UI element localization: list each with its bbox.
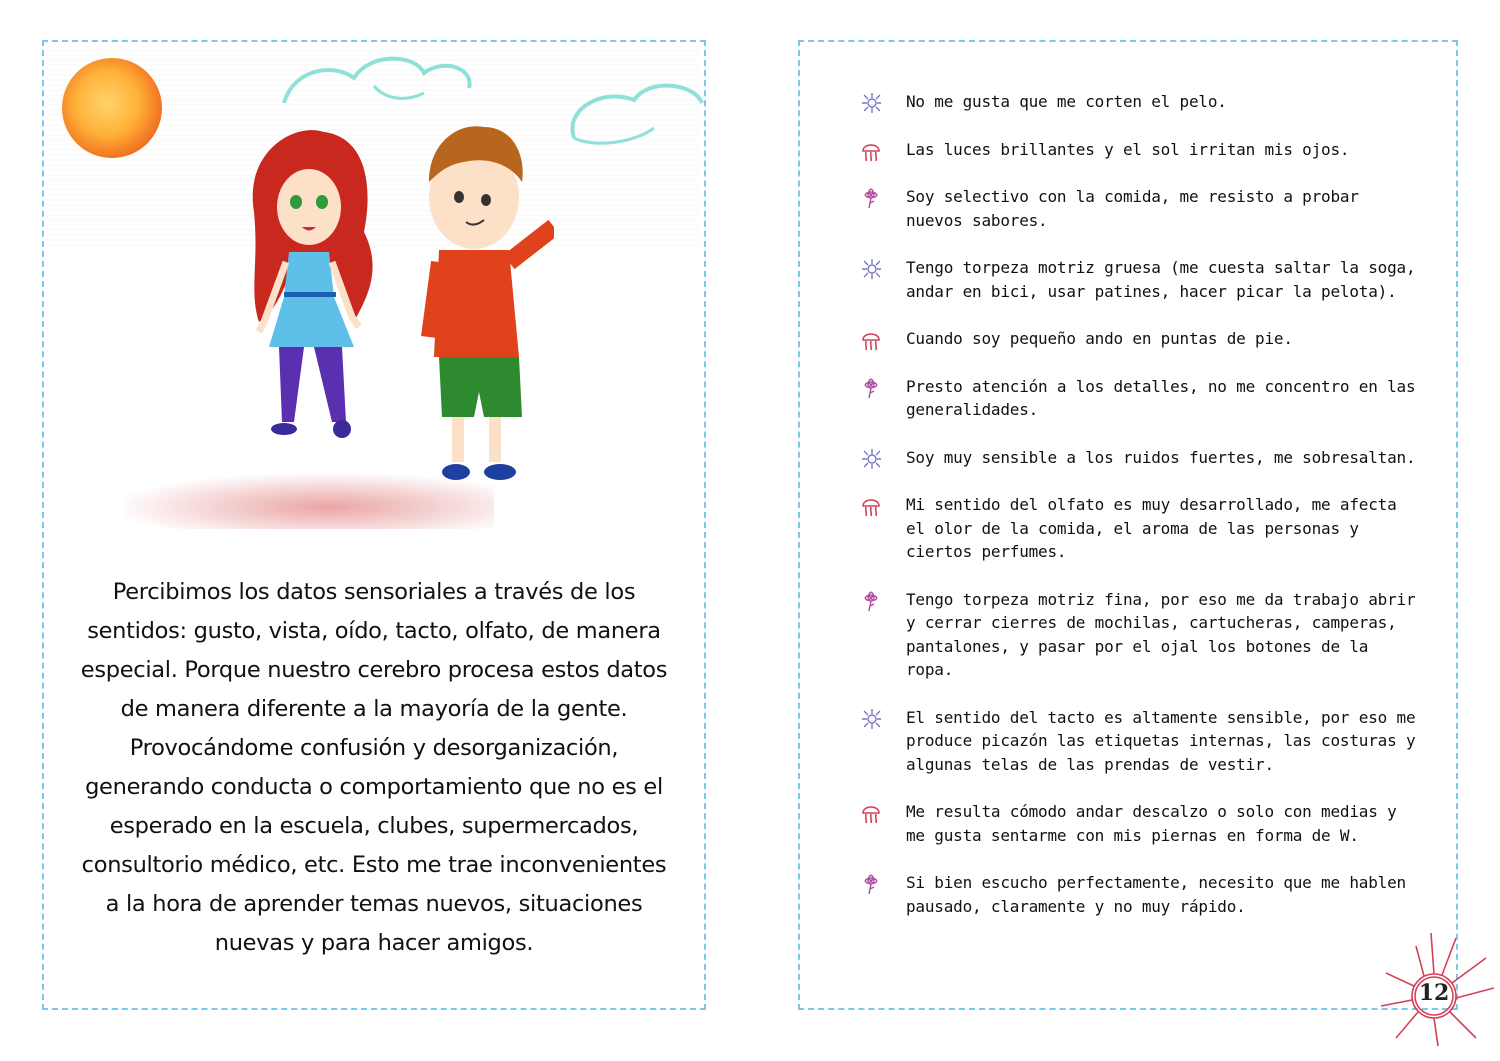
- trait-item: [860, 375, 1420, 422]
- trait-text: Tengo torpeza motriz fina, por eso me da trabajo abrir y cerrar cierres de mochilas, cartucheras, camperas, pantalones, y pasar por el ojal los botones de la ropa.: [906, 589, 1416, 679]
- trait-text: Soy selectivo con la comida, me resisto a probar nuevos sabores.: [906, 187, 1359, 230]
- trait-item: [860, 138, 1420, 162]
- trait-item: [860, 256, 1420, 303]
- sun-illustration: [62, 58, 162, 158]
- trait-text: Cuando soy pequeño ando en puntas de pie.: [906, 329, 1293, 348]
- trait-item: [860, 90, 1420, 114]
- trait-text: Las luces brillantes y el sol irritan mis ojos.: [906, 139, 1350, 159]
- right-page: [798, 40, 1458, 1010]
- sparkle-icon: [860, 258, 882, 280]
- flower-icon: [860, 590, 882, 612]
- intro-paragraph: Percibimos los datos sensoriales a través de los sentidos: gusto, vista, oído, tacto, olfato, de manera especial. Porque nuestro cerebro procesa estos datos de manera diferente a la mayoría de la gente. Provocándome confusión y desorganización, generando conducta o comportamiento que no es el esperado en la escuela, clubes, supermercados, consultorio médico, etc. Esto me trae inconvenientes a la hora de aprender temas nuevos, situaciones nuevas y para hacer amigos.: [80, 578, 668, 956]
- children-illustration: [234, 122, 554, 502]
- jellyfish-icon: [860, 140, 882, 162]
- trait-item: [860, 327, 1420, 351]
- trait-text: Me resulta cómodo andar descalzo o solo con medias y me gusta sentarme con mis piernas en forma de W.: [906, 802, 1397, 845]
- left-page: [42, 40, 706, 1010]
- page-number: 12: [1418, 980, 1450, 1006]
- flower-icon: [860, 377, 882, 399]
- trait-text: No me gusta que me corten el pelo.: [906, 92, 1227, 111]
- trait-text: Mi sentido del olfato es muy desarrollado, me afecta el olor de la comida, el aroma de las personas y ciertos perfumes.: [906, 495, 1397, 561]
- trait-text: El sentido del tacto es altamente sensible, por eso me produce picazón las etiquetas internas, las costuras y algunas telas de las prendas de vestir.: [906, 707, 1416, 774]
- jellyfish-icon: [860, 495, 882, 517]
- jellyfish-icon: [860, 802, 882, 824]
- trait-item: [860, 446, 1420, 470]
- trait-item: [860, 185, 1420, 232]
- trait-item: [860, 800, 1420, 847]
- flower-icon: [860, 187, 882, 209]
- sparkle-icon: [860, 448, 882, 470]
- trait-item: [860, 588, 1420, 682]
- sparkle-icon: [860, 92, 882, 114]
- trait-text: Soy muy sensible a los ruidos fuertes, me sobresaltan.: [906, 447, 1416, 467]
- trait-text: Tengo torpeza motriz gruesa (me cuesta saltar la soga, andar en bici, usar patines, hacer picar la pelota).: [906, 258, 1416, 301]
- trait-item: [860, 706, 1420, 777]
- trait-item: [860, 493, 1420, 564]
- trait-text: Presto atención a los detalles, no me concentro en las generalidades.: [906, 376, 1416, 419]
- sparkle-icon: [860, 708, 882, 730]
- trait-item: [860, 871, 1420, 918]
- trait-text: Si bien escucho perfectamente, necesito que me hablen pausado, claramente y no muy rápido.: [906, 873, 1406, 916]
- flower-icon: [860, 873, 882, 895]
- sensory-traits-list: [860, 90, 1420, 918]
- jellyfish-icon: [860, 329, 882, 351]
